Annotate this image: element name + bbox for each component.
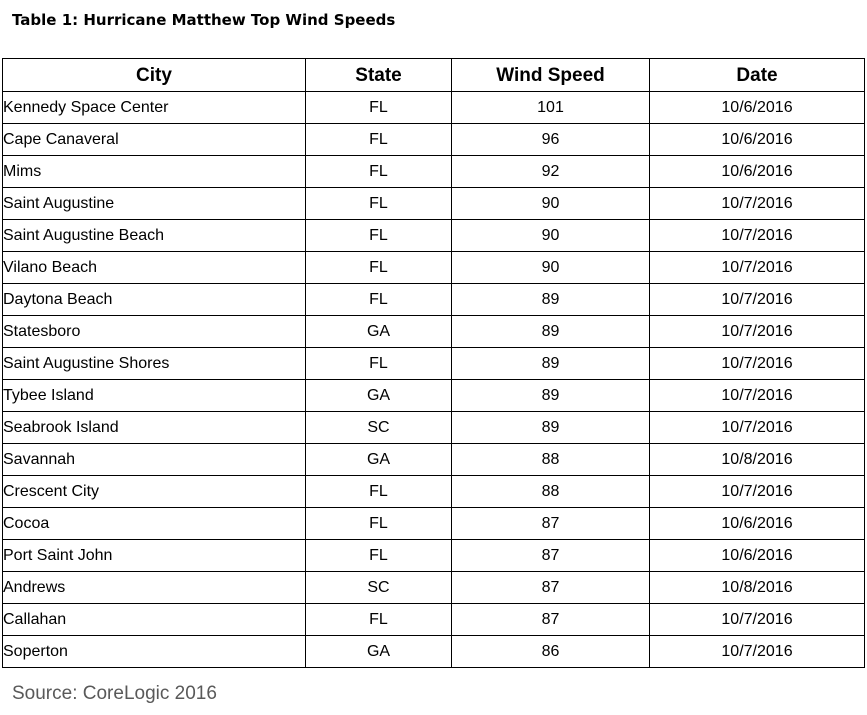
cell-state: FL <box>306 284 452 316</box>
column-header-date: Date <box>650 59 865 92</box>
table-row <box>3 380 865 412</box>
cell-city: Cape Canaveral <box>3 124 306 156</box>
cell-state: FL <box>306 188 452 220</box>
table-row <box>3 572 865 604</box>
column-header-state: State <box>306 59 452 92</box>
table-row <box>3 540 865 572</box>
cell-state: FL <box>306 92 452 124</box>
table-header-row <box>3 59 865 92</box>
column-header-wind-speed: Wind Speed <box>452 59 650 92</box>
table-row <box>3 348 865 380</box>
cell-wind-speed: 87 <box>452 572 650 604</box>
cell-wind-speed: 86 <box>452 636 650 668</box>
table-row <box>3 252 865 284</box>
cell-state: GA <box>306 636 452 668</box>
cell-date: 10/7/2016 <box>650 220 865 252</box>
cell-state: FL <box>306 252 452 284</box>
cell-date: 10/8/2016 <box>650 572 865 604</box>
cell-wind-speed: 90 <box>452 220 650 252</box>
cell-city: Saint Augustine Shores <box>3 348 306 380</box>
cell-date: 10/7/2016 <box>650 412 865 444</box>
cell-date: 10/8/2016 <box>650 444 865 476</box>
cell-date: 10/7/2016 <box>650 476 865 508</box>
cell-city: Saint Augustine <box>3 188 306 220</box>
table-row <box>3 220 865 252</box>
cell-city: Cocoa <box>3 508 306 540</box>
table-row <box>3 476 865 508</box>
cell-city: Andrews <box>3 572 306 604</box>
table-row <box>3 508 865 540</box>
cell-state: GA <box>306 380 452 412</box>
cell-city: Seabrook Island <box>3 412 306 444</box>
cell-wind-speed: 87 <box>452 540 650 572</box>
source-note: Source: CoreLogic 2016 <box>12 683 217 704</box>
cell-state: FL <box>306 540 452 572</box>
cell-state: GA <box>306 444 452 476</box>
cell-state: FL <box>306 604 452 636</box>
cell-date: 10/7/2016 <box>650 604 865 636</box>
cell-wind-speed: 92 <box>452 156 650 188</box>
cell-state: SC <box>306 412 452 444</box>
cell-wind-speed: 90 <box>452 252 650 284</box>
table-row <box>3 156 865 188</box>
cell-wind-speed: 88 <box>452 444 650 476</box>
cell-city: Port Saint John <box>3 540 306 572</box>
cell-wind-speed: 90 <box>452 188 650 220</box>
cell-state: FL <box>306 476 452 508</box>
cell-city: Statesboro <box>3 316 306 348</box>
cell-city: Mims <box>3 156 306 188</box>
wind-speed-table <box>2 58 865 668</box>
cell-state: FL <box>306 508 452 540</box>
cell-city: Daytona Beach <box>3 284 306 316</box>
table-row <box>3 316 865 348</box>
cell-date: 10/7/2016 <box>650 636 865 668</box>
table-body <box>3 92 865 668</box>
cell-wind-speed: 87 <box>452 508 650 540</box>
cell-city: Vilano Beach <box>3 252 306 284</box>
cell-date: 10/7/2016 <box>650 316 865 348</box>
cell-date: 10/7/2016 <box>650 188 865 220</box>
cell-date: 10/7/2016 <box>650 348 865 380</box>
cell-date: 10/6/2016 <box>650 156 865 188</box>
cell-state: FL <box>306 156 452 188</box>
cell-city: Tybee Island <box>3 380 306 412</box>
cell-date: 10/6/2016 <box>650 92 865 124</box>
cell-date: 10/7/2016 <box>650 284 865 316</box>
cell-wind-speed: 89 <box>452 412 650 444</box>
column-header-city: City <box>3 59 306 92</box>
cell-wind-speed: 89 <box>452 380 650 412</box>
cell-wind-speed: 89 <box>452 284 650 316</box>
table-row <box>3 92 865 124</box>
cell-wind-speed: 89 <box>452 316 650 348</box>
cell-city: Savannah <box>3 444 306 476</box>
cell-state: FL <box>306 348 452 380</box>
cell-state: SC <box>306 572 452 604</box>
table-row <box>3 188 865 220</box>
cell-date: 10/7/2016 <box>650 380 865 412</box>
cell-wind-speed: 87 <box>452 604 650 636</box>
table-row <box>3 444 865 476</box>
cell-date: 10/7/2016 <box>650 252 865 284</box>
cell-city: Callahan <box>3 604 306 636</box>
cell-date: 10/6/2016 <box>650 124 865 156</box>
cell-wind-speed: 101 <box>452 92 650 124</box>
table-row <box>3 284 865 316</box>
table-row <box>3 604 865 636</box>
table-row <box>3 412 865 444</box>
table-row <box>3 636 865 668</box>
cell-wind-speed: 89 <box>452 348 650 380</box>
cell-wind-speed: 88 <box>452 476 650 508</box>
table-row <box>3 124 865 156</box>
cell-city: Soperton <box>3 636 306 668</box>
cell-city: Saint Augustine Beach <box>3 220 306 252</box>
cell-state: FL <box>306 124 452 156</box>
cell-date: 10/6/2016 <box>650 540 865 572</box>
cell-city: Crescent City <box>3 476 306 508</box>
cell-date: 10/6/2016 <box>650 508 865 540</box>
cell-wind-speed: 96 <box>452 124 650 156</box>
cell-city: Kennedy Space Center <box>3 92 306 124</box>
table-title: Table 1: Hurricane Matthew Top Wind Speeds <box>12 11 396 29</box>
cell-state: FL <box>306 220 452 252</box>
cell-state: GA <box>306 316 452 348</box>
